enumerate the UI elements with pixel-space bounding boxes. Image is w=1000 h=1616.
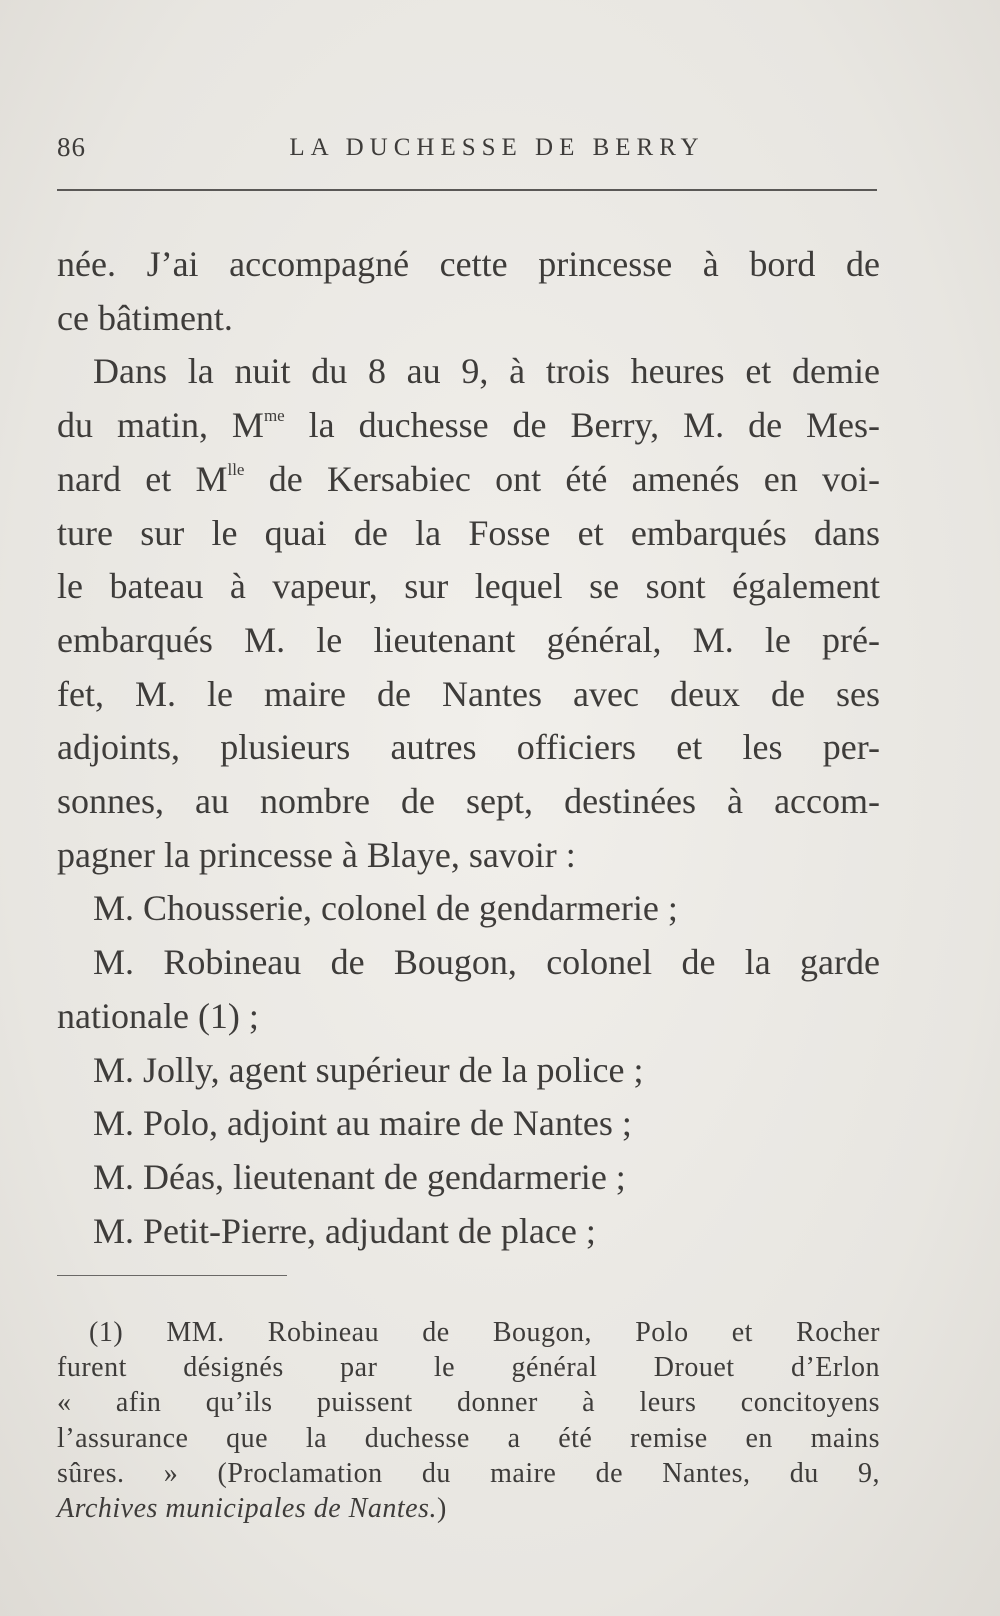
text-line: adjoints, plusieurs autres officiers et les per- <box>57 727 880 768</box>
header-rule <box>57 189 877 191</box>
text-line: le bateau à vapeur, sur lequel se sont également <box>57 566 880 607</box>
superscript: me <box>263 406 285 426</box>
list-item: M. Déas, lieutenant de gendarmerie ; <box>93 1156 626 1197</box>
text-line: embarqués M. le lieutenant général, M. le pré- <box>57 619 880 660</box>
list-item: M. Jolly, agent supérieur de la police ; <box>93 1049 644 1090</box>
footnote-line <box>57 1491 880 1526</box>
text-line <box>57 399 880 453</box>
text-line: sonnes, au nombre de sept, destinées à accom- <box>57 781 880 822</box>
text-segment: ) <box>436 1493 447 1525</box>
list-item: M. Chousserie, colonel de gendarmerie ; <box>93 888 678 929</box>
footnote-line: (1) MM. Robineau de Bougon, Polo et Rocher <box>89 1317 880 1348</box>
citation-source: Archives municipales de Nantes. <box>57 1493 437 1525</box>
list-item: M. Petit-Pierre, adjudant de place ; <box>93 1210 596 1251</box>
running-title: LA DUCHESSE DE BERRY <box>289 134 705 161</box>
footnote <box>57 1315 880 1526</box>
footnote-line: « afin qu’ils puissent donner à leurs concitoyens <box>57 1387 880 1419</box>
footnote-rule <box>57 1275 287 1276</box>
text-line: nationale (1) ; <box>57 995 259 1036</box>
list-item: M. Polo, adjoint au maire de Nantes ; <box>93 1103 632 1144</box>
text-line: ce bâtiment. <box>57 297 233 338</box>
text-segment: du matin, M <box>57 405 264 446</box>
footnote-line: l’assurance que la duchesse a été remise en mains <box>57 1422 880 1454</box>
footnote-line: furent désignés par le général Drouet d’Erlon <box>57 1352 880 1384</box>
text-line: ture sur le quai de la Fosse et embarqués dans <box>57 512 880 553</box>
page-number: 86 <box>57 132 86 162</box>
body-text <box>57 238 880 1258</box>
text-line: fet, M. le maire de Nantes avec deux de ses <box>57 673 880 714</box>
page-header <box>57 132 877 172</box>
text-line: pagner la princesse à Blaye, savoir : <box>57 834 576 875</box>
text-line <box>57 453 880 507</box>
text-segment: la duchesse de Berry, M. de Mes- <box>284 405 880 446</box>
text-segment: nard et M <box>57 458 228 499</box>
text-segment: de Kersabiec ont été amenés en voi- <box>244 458 880 499</box>
text-line: Dans la nuit du 8 au 9, à trois heures et demie <box>93 351 880 392</box>
footnote-line: sûres. » (Proclamation du maire de Nantes, du 9, <box>57 1457 880 1489</box>
list-item: M. Robineau de Bougon, colonel de la garde <box>93 942 880 983</box>
superscript: lle <box>227 459 245 479</box>
text-line: née. J’ai accompagné cette princesse à bord de <box>57 244 880 284</box>
